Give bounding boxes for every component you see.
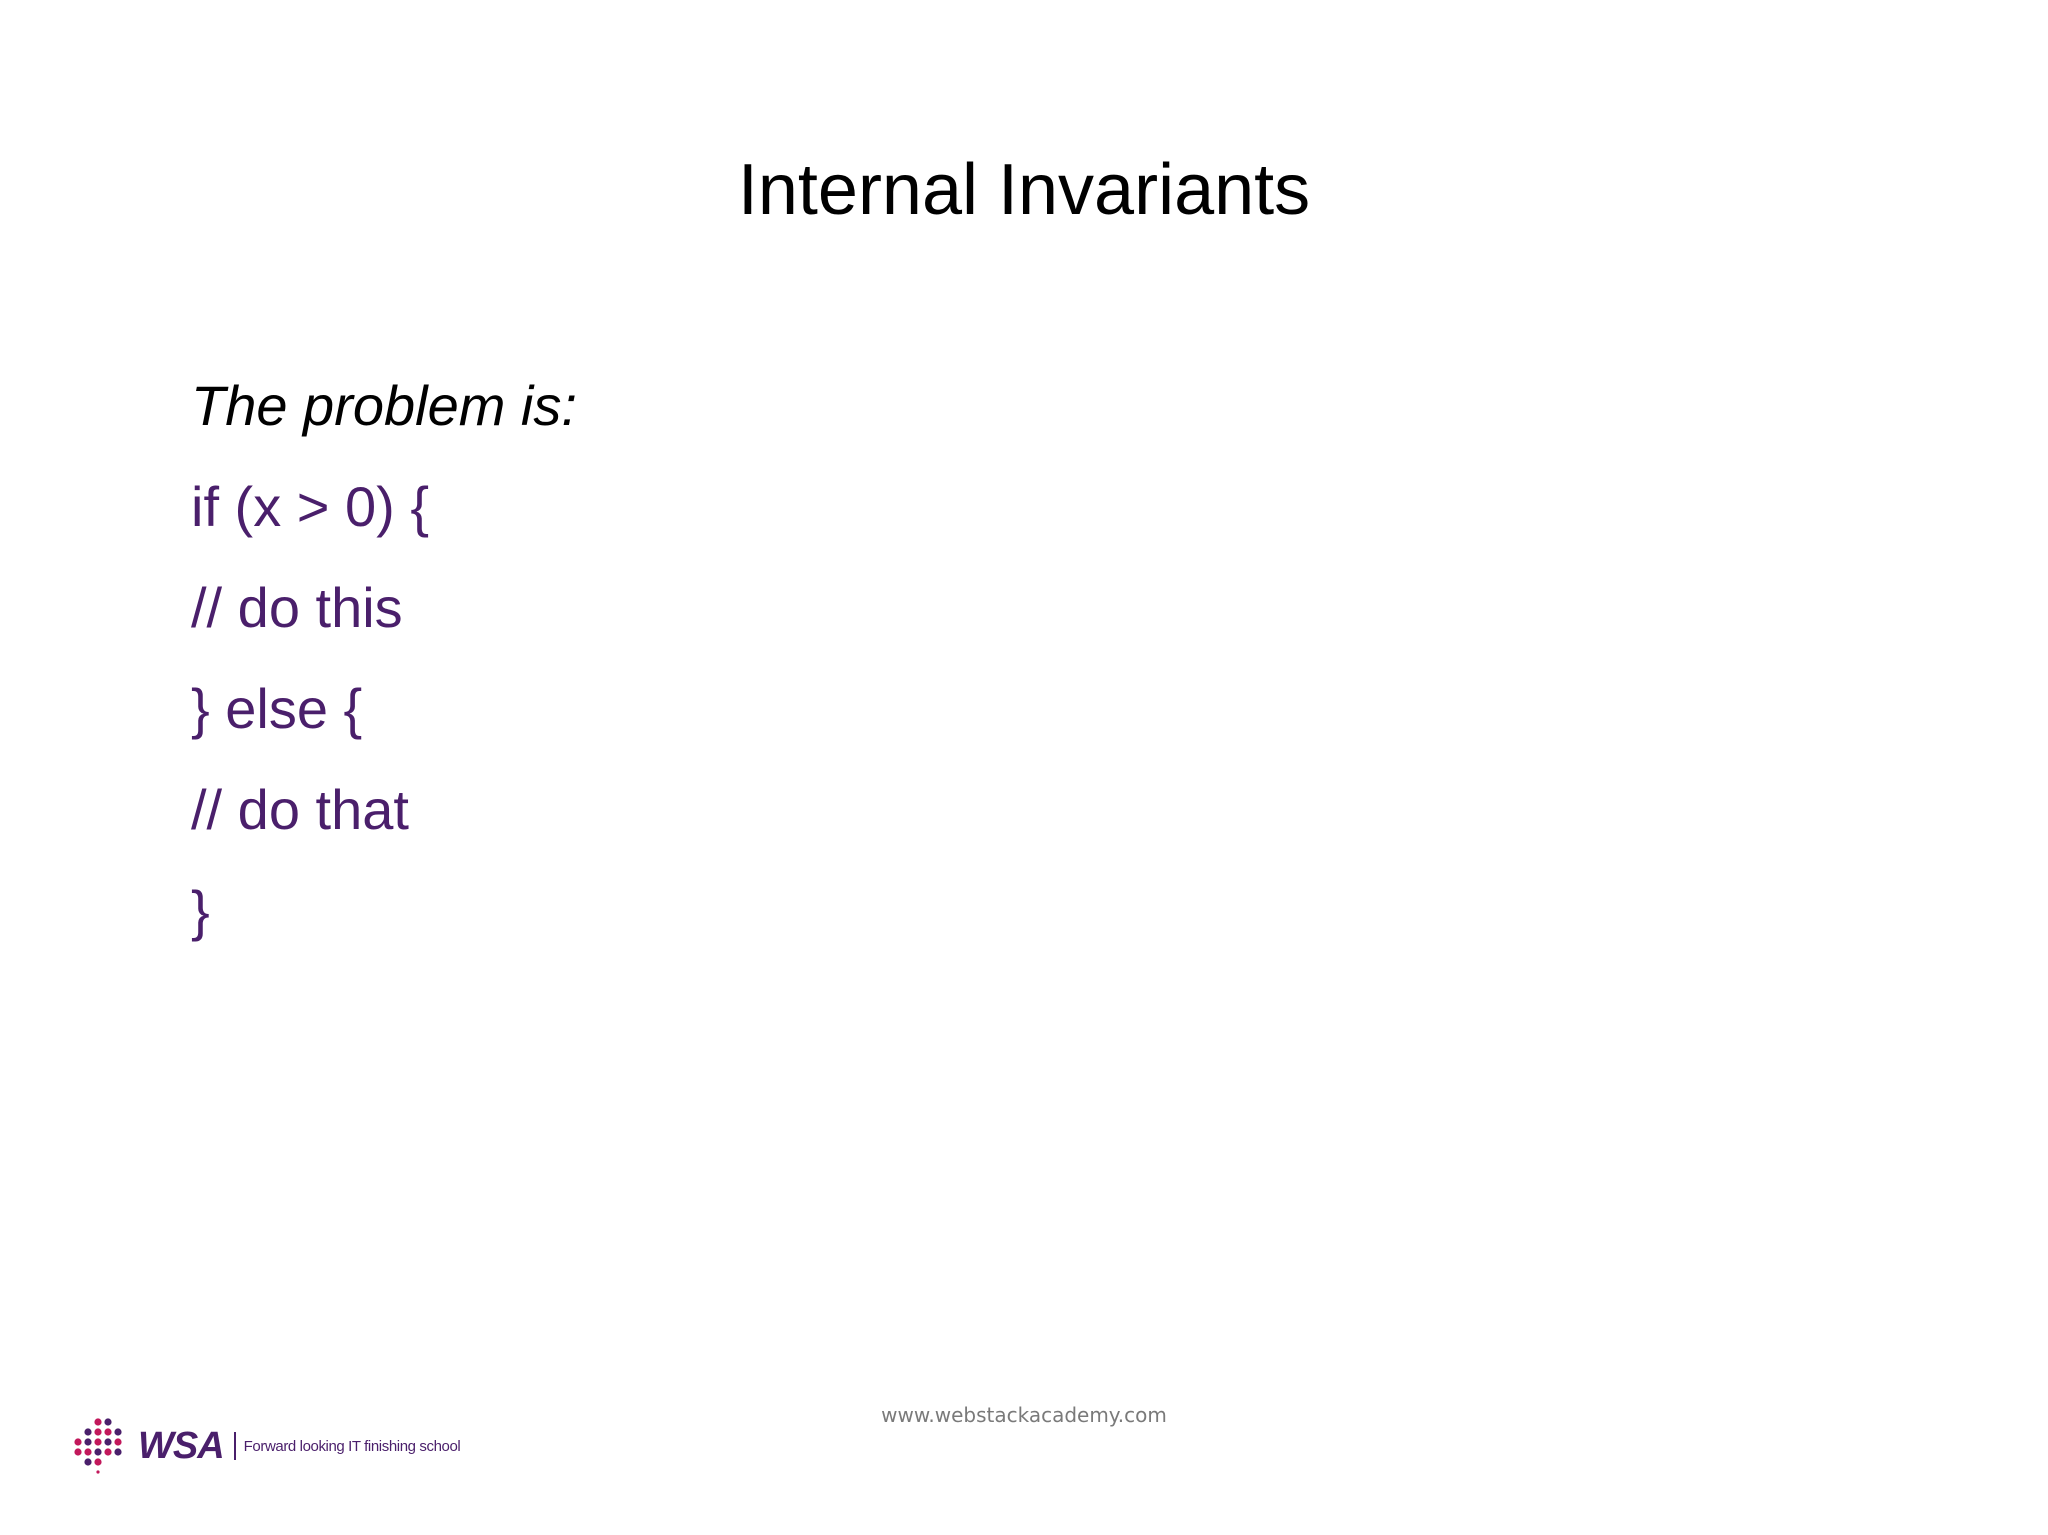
dot-grid-icon	[74, 1418, 130, 1474]
wsa-logo	[74, 1418, 460, 1474]
code-line: // do this	[191, 576, 403, 639]
logo-wordmark: WSA	[138, 1424, 224, 1467]
logo-divider	[234, 1432, 236, 1460]
slide-body	[191, 355, 1891, 961]
slide-title: Internal Invariants	[737, 150, 1311, 230]
code-line: }	[191, 879, 210, 942]
intro-text: The problem is:	[191, 374, 577, 437]
logo-tagline: Forward looking IT finishing school	[243, 1437, 461, 1455]
footer-url: www.webstackacademy.com	[881, 1403, 1167, 1427]
code-line: if (x > 0) {	[191, 475, 430, 538]
code-line: } else {	[191, 677, 363, 740]
code-line: // do that	[191, 778, 409, 841]
